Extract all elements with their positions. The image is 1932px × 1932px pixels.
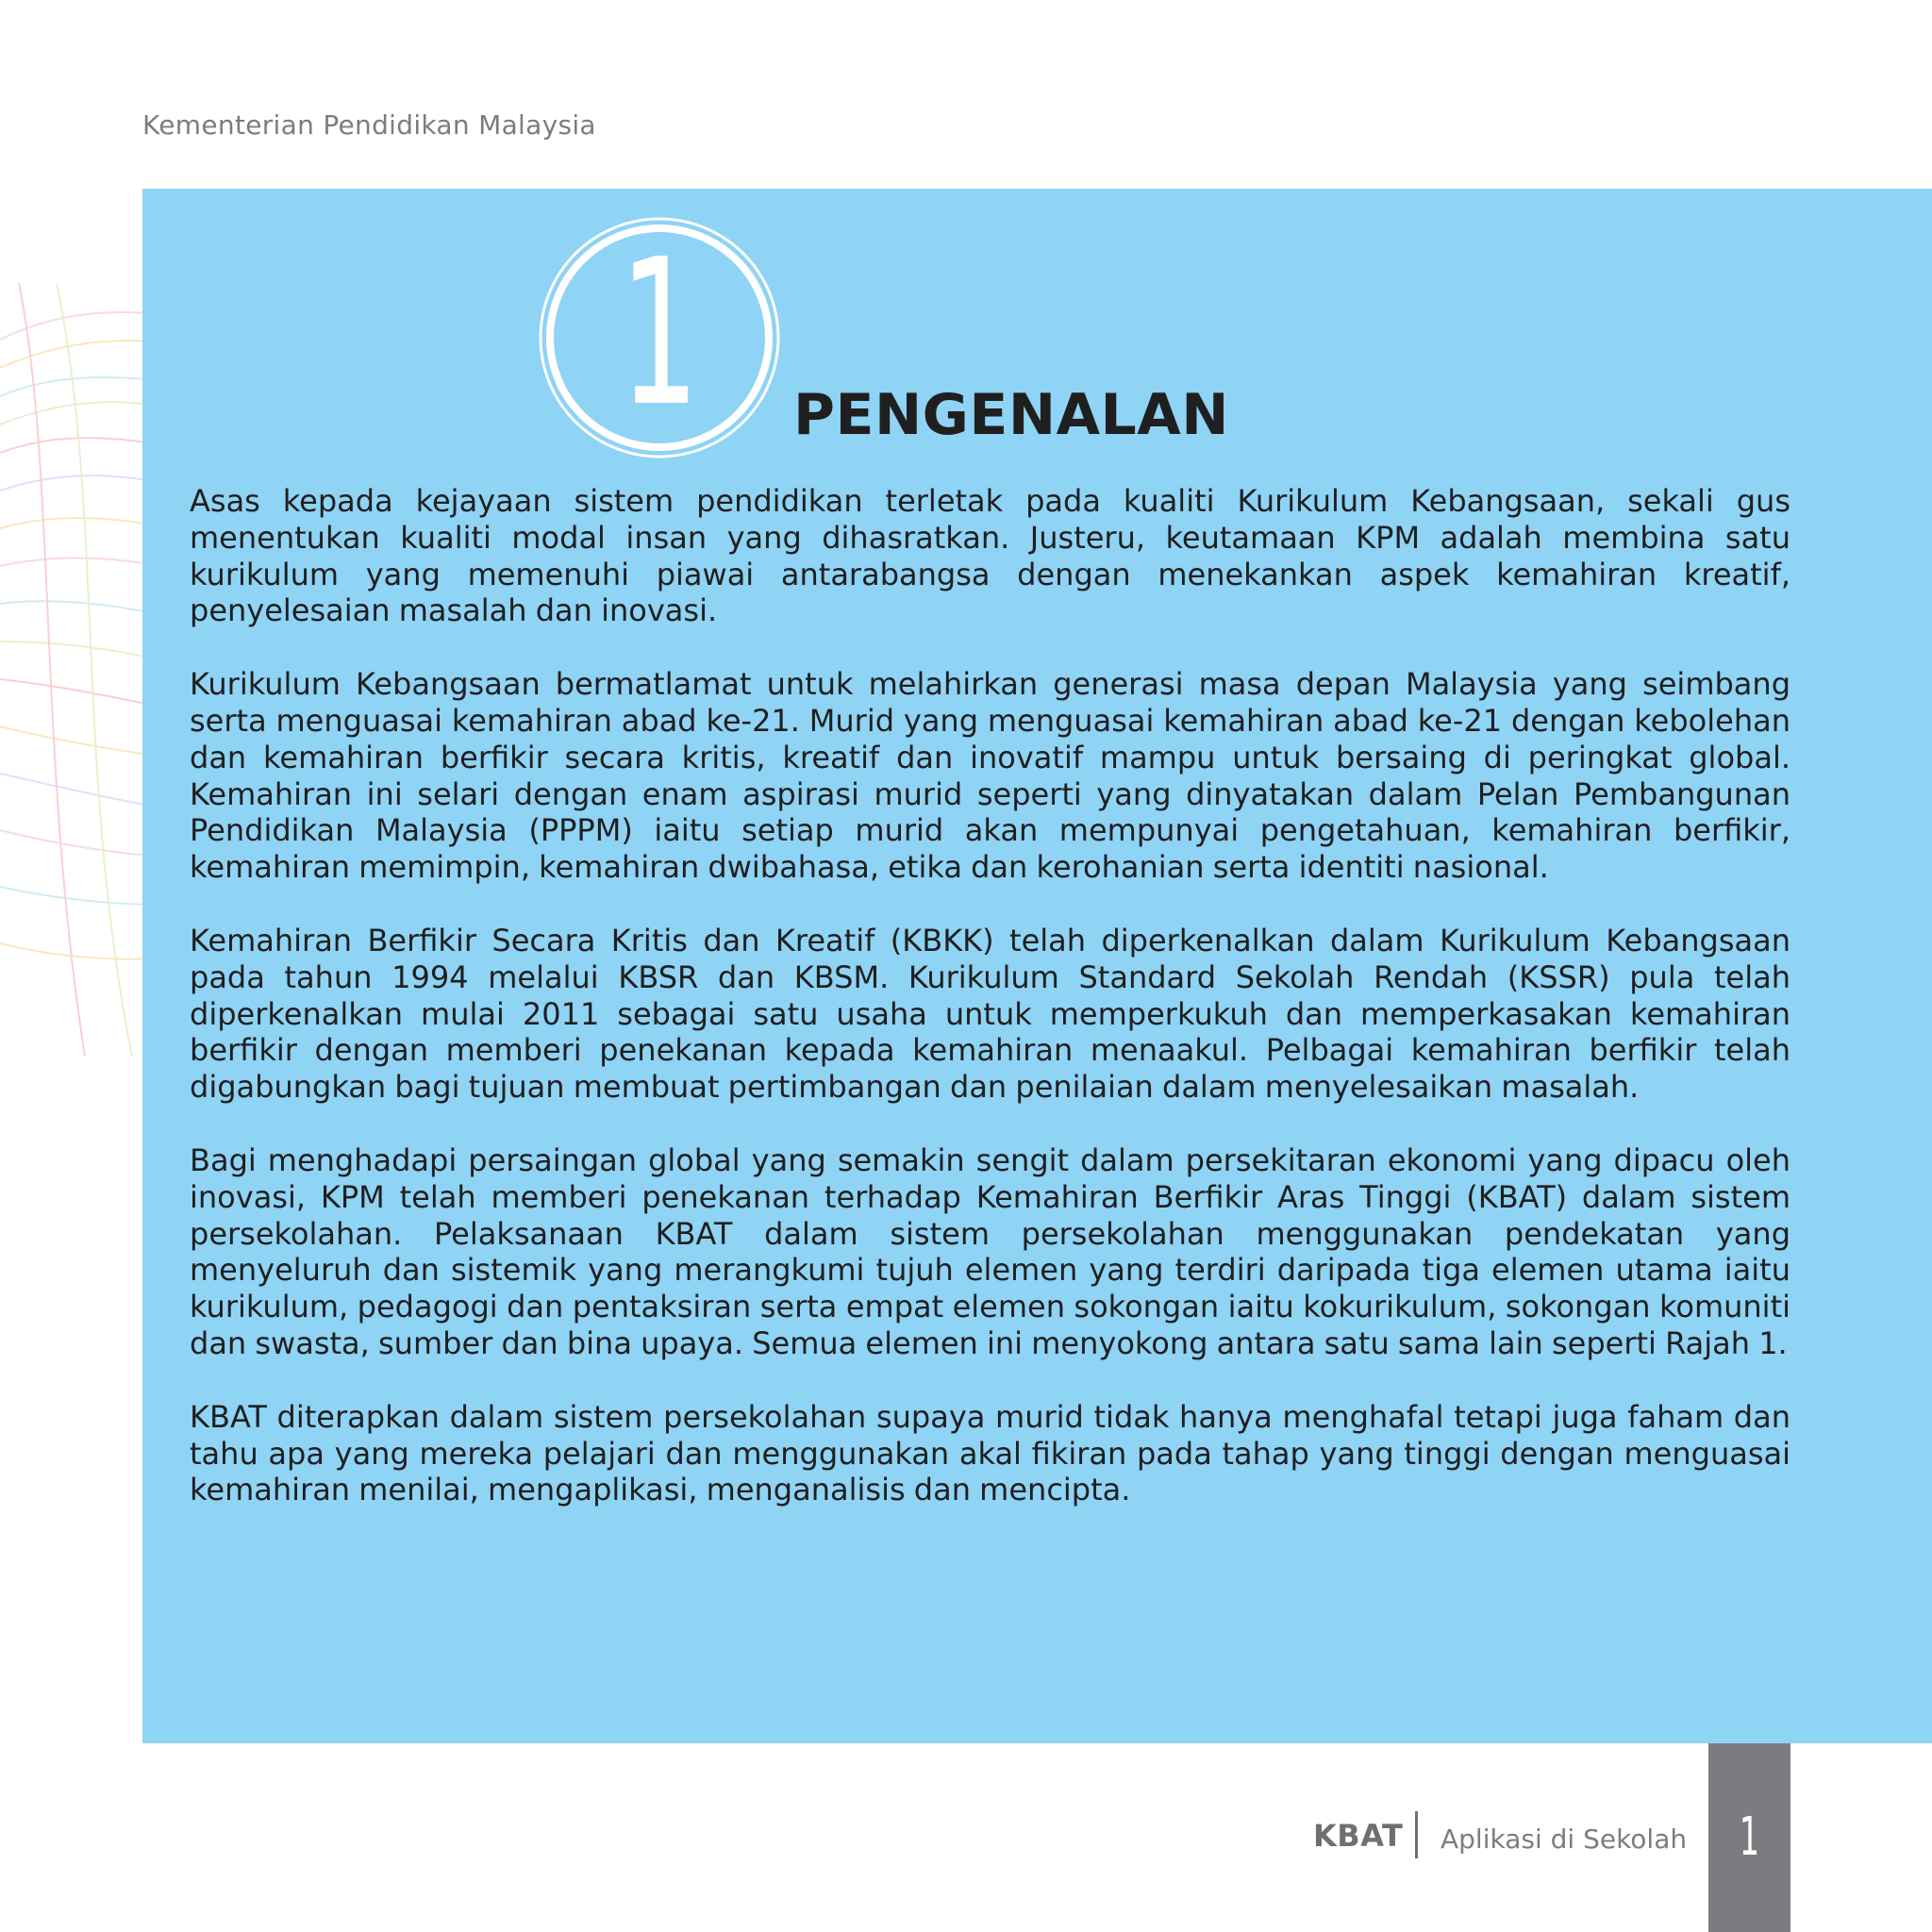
footer-divider	[1415, 1811, 1418, 1858]
paragraph-5: KBAT diterapkan dalam sistem persekolahan supaya murid tidak hanya menghafal tetapi juga faham dan tahu apa yang mereka pelajari dan menggunakan akal fikiran pada tahap yang tinggi dengan menguasai kemahiran menilai, mengaplikasi, menganalisis dan mencipta.	[190, 1398, 1790, 1508]
chapter-number: 1	[619, 216, 700, 451]
body-text	[190, 483, 1790, 1508]
chapter-number-badge	[537, 215, 782, 460]
footer-subtitle: Aplikasi di Sekolah	[1441, 1824, 1688, 1855]
footer-kbat-label: KBAT	[1313, 1818, 1404, 1854]
paragraph-2: Kurikulum Kebangsaan bermatlamat untuk melahirkan generasi masa depan Malaysia yang seimbang serta menguasai kemahiran abad ke-21. Murid yang menguasai kemahiran abad ke-21 dengan kebolehan dan kemahiran berfikir secara kritis, kreatif dan inovatif mampu untuk bersaing di peringkat global. Kemahiran ini selari dengan enam aspirasi murid seperti yang dinyatakan dalam Pelan Pembangunan Pendidikan Malaysia (PPPM) iaitu setiap murid akan mempunyai pengetahuan, kemahiran berfikir, kemahiran memimpin, kemahiran dwibahasa, etika dan kerohanian serta identiti nasional.	[190, 666, 1790, 886]
page-number-tab	[1708, 1743, 1790, 1932]
content-panel	[142, 189, 1932, 1743]
ministry-header: Kementerian Pendidikan Malaysia	[142, 109, 596, 141]
paragraph-3: Kemahiran Berfikir Secara Kritis dan Kreatif (KBKK) telah diperkenalkan dalam Kurikulum Kebangsaan pada tahun 1994 melalui KBSR dan KBSM. Kurikulum Standard Sekolah Rendah (KSSR) pula telah diperkenalkan mulai 2011 sebagai satu usaha untuk memperkukuh dan memperkasakan kemahiran berfikir dengan memberi penekanan kepada kemahiran menaakul. Pelbagai kemahiran berfikir telah digabungkan bagi tujuan membuat pertimbangan dan penilaian dalam menyelesaikan masalah.	[190, 922, 1790, 1106]
page-number: 1	[1739, 1807, 1760, 1868]
paragraph-4: Bagi menghadapi persaingan global yang semakin sengit dalam persekitaran ekonomi yang dipacu oleh inovasi, KPM telah memberi penekanan terhadap Kemahiran Berfikir Aras Tinggi (KBAT) dalam sistem persekolahan. Pelaksanaan KBAT dalam sistem persekolahan menggunakan pendekatan yang menyeluruh dan sistemik yang merangkumi tujuh elemen yang terdiri daripada tiga elemen utama iaitu kurikulum, pedagogi dan pentaksiran serta empat elemen sokongan iaitu kokurikulum, sokongan komuniti dan swasta, sumber dan bina upaya. Semua elemen ini menyokong antara satu sama lain seperti Rajah 1.	[190, 1141, 1790, 1361]
chapter-title: PENGENALAN	[793, 382, 1229, 448]
paragraph-1: Asas kepada kejayaan sistem pendidikan terletak pada kualiti Kurikulum Kebangsaan, sekali gus menentukan kualiti modal insan yang dihasratkan. Justeru, keutamaan KPM adalah membina satu kurikulum yang memenuhi piawai antarabangsa dengan menekankan aspek kemahiran kreatif, penyelesaian masalah dan inovasi.	[190, 483, 1790, 629]
